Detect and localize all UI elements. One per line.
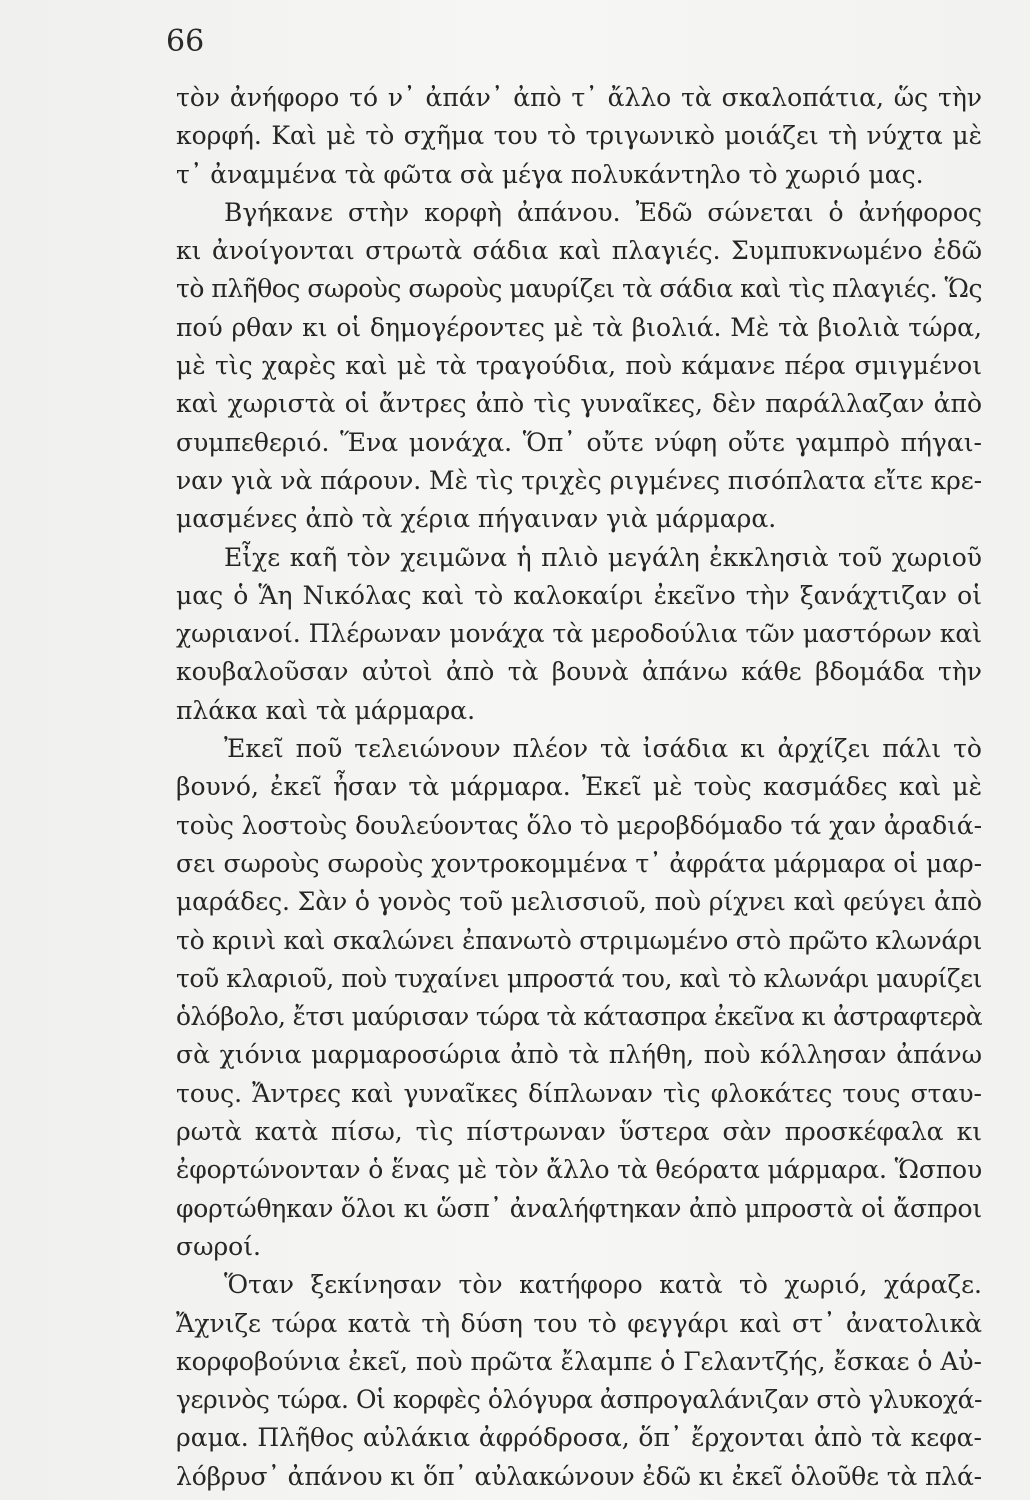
text-line: μας ὁ Ἅη Νικόλας καὶ τὸ καλοκαίρι ἐκεῖνο τὴν ξανάχτιζαν οἱ xyxy=(176,580,982,610)
text-line: τοῦ κλαριοῦ, ποὺ τυχαίνει μπροστά του, καὶ τὸ κλωνάρι μαυρίζει xyxy=(176,963,982,993)
text-line: σὰ χιόνια μαρμαροσώρια ἀπὸ τὰ πλήθη, ποὺ κόλλησαν ἀπάνω xyxy=(176,1040,982,1070)
text-line: Ἐκεῖ ποῦ τελειώνουν πλέον τὰ ἰσάδια κι ἀρχίζει πάλι τὸ xyxy=(224,734,982,764)
text-line: ἐφορτώνονταν ὁ ἕνας μὲ τὸν ἄλλο τὰ θεόρατα μάρμαρα. Ὥσπου xyxy=(176,1155,982,1185)
text-line: πού ρθαν κι οἱ δημογέροντες μὲ τὰ βιολιά. Μὲ τὰ βιολιὰ τώρα, xyxy=(176,312,982,342)
text-line: τοὺς λοστοὺς δουλεύοντας ὅλο τὸ μεροβδόμαδο τά χαν ἀραδιά- xyxy=(176,810,982,840)
text-line: πλάκα καὶ τὰ μάρμαρα. xyxy=(176,695,476,725)
text-line: συμπεθεριό. Ἕνα μονάχα. Ὅπ᾿ οὔτε νύφη οὔτε γαμπρὸ πήγαι- xyxy=(176,427,982,457)
text-line: ναν γιὰ νὰ πάρουν. Μὲ τὶς τριχὲς ριγμένες πισόπλατα εἴτε κρε- xyxy=(176,465,982,495)
text-line: κορφή. Καὶ μὲ τὸ σχῆμα του τὸ τριγωνικὸ μοιάζει τὴ νύχτα μὲ xyxy=(176,121,982,151)
text-line: ραμα. Πλῆθος αὐλάκια ἀφρόδροσα, ὅπ᾿ ἔρχονται ἀπὸ τὰ κεφα- xyxy=(176,1423,982,1453)
text-line: βουνό, ἐκεῖ ἦσαν τὰ μάρμαρα. Ἐκεῖ μὲ τοὺς κασμάδες καὶ μὲ xyxy=(176,772,982,802)
text-line: τὸν ἀνήφορο τό ν᾿ ἀπάν᾿ ἀπὸ τ᾿ ἄλλο τὰ σκαλοπάτια, ὥς τὴν xyxy=(176,83,982,112)
text-line: Βγήκανε στὴν κορφὴ ἀπάνου. Ἐδῶ σώνεται ὁ ἀνήφορος xyxy=(224,197,982,227)
text-line: κορφοβούνια ἐκεῖ, ποὺ πρῶτα ἔλαμπε ὁ Γελαντζής, ἔσκαε ὁ Αὐ- xyxy=(176,1346,982,1376)
text-line: τὸ πλῆθος σωροὺς σωροὺς μαυρίζει τὰ σάδια καὶ τὶς πλαγιές. Ὥς xyxy=(176,274,982,304)
text-line: τους. Ἄντρες καὶ γυναῖκες δίπλωναν τὶς φλοκάτες τους σταυ- xyxy=(176,1078,982,1108)
text-line: Ἄχνιζε τώρα κατὰ τὴ δύση του τὸ φεγγάρι καὶ στ᾿ ἀνατολικὰ xyxy=(176,1308,982,1338)
text-line: λόβρυσ᾿ ἀπάνου κι ὅπ᾿ αὐλακώνουν ἐδῶ κι ἐκεῖ ὁλοῦθε τὰ πλά- xyxy=(176,1461,982,1491)
text-line: μασμένες ἀπὸ τὰ χέρια πήγαιναν γιὰ μάρμαρα. xyxy=(176,504,777,534)
text-line: ὁλόβολο, ἔτσι μαύρισαν τώρα τὰ κάτασπρα ἐκεῖνα κι ἀστραφτερὰ xyxy=(176,1002,982,1032)
text-line: φορτώθηκαν ὅλοι κι ὥσπ᾿ ἀναλήφτηκαν ἀπὸ μπροστὰ οἱ ἄσπροι xyxy=(176,1193,982,1223)
text-line: ρωτὰ κατὰ πίσω, τὶς πίστρωναν ὕστερα σὰν προσκέφαλα κι xyxy=(176,1117,982,1147)
text-line: χωριανοί. Πλέρωναν μονάχα τὰ μεροδούλια τῶν μαστόρων καὶ xyxy=(176,619,982,649)
text-line: κι ἀνοίγονται στρωτὰ σάδια καὶ πλαγιές. Συμπυκνωμένο ἐδῶ xyxy=(176,236,982,266)
text-line: Εἶχε καῆ τὸν χειμῶνα ἡ πλιὸ μεγάλη ἐκκλησιὰ τοῦ χωριοῦ xyxy=(224,542,982,572)
text-line: κουβαλοῦσαν αὐτοὶ ἀπὸ τὰ βουνὰ ἀπάνω κάθε βδομάδα τὴν xyxy=(176,657,982,687)
text-line: τὸ κρινὶ καὶ σκαλώνει ἐπανωτὸ στριμωμένο στὸ πρῶτο κλωνάρι xyxy=(176,925,982,955)
text-line: σωροί. xyxy=(176,1231,261,1261)
text-line: Ὅταν ξεκίνησαν τὸν κατήφορο κατὰ τὸ χωριό, χάραζε. xyxy=(224,1270,982,1300)
text-line: γερινὸς τώρα. Οἱ κορφὲς ὁλόγυρα ἀσπρογαλάνιζαν στὸ γλυκοχά- xyxy=(176,1385,982,1415)
page-number: 66 xyxy=(166,24,205,59)
text-line: μαράδες. Σὰν ὁ γονὸς τοῦ μελισσιοῦ, ποὺ ρίχνει καὶ φεύγει ἀπὸ xyxy=(176,887,982,917)
text-line: τ᾿ ἀναμμένα τὰ φῶτα σὰ μέγα πολυκάντηλο τὸ χωριό μας. xyxy=(176,159,924,189)
text-line: σει σωροὺς σωροὺς χοντροκομμένα τ᾿ ἀφράτα μάρμαρα οἱ μαρ- xyxy=(176,848,982,878)
text-line: μὲ τὶς χαρὲς καὶ μὲ τὰ τραγούδια, ποὺ κάμανε πέρα σμιγμένοι xyxy=(176,351,982,381)
body-text xyxy=(176,79,982,1496)
text-line: καὶ χωριστὰ οἱ ἄντρες ἀπὸ τὶς γυναῖκες, δὲν παράλλαζαν ἀπὸ xyxy=(176,389,982,419)
